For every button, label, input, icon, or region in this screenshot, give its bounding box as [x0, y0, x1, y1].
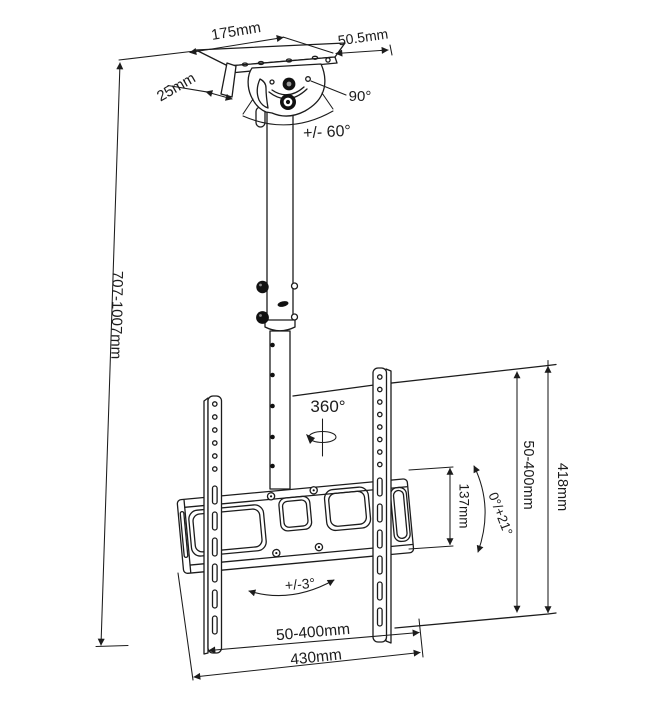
pole-clamp-collar [265, 320, 295, 331]
label-plate-width: 175mm [210, 18, 263, 45]
rotation-arrowhead-icon [306, 434, 315, 444]
right-rail-face [373, 368, 387, 642]
label-level-adjust: +/-3° [284, 574, 316, 594]
label-vesa-height: 50-400mm [520, 440, 536, 510]
label-swivel-angle: 90° [348, 88, 372, 105]
pole-adjust-hole [270, 404, 275, 409]
dim-drop-height [96, 51, 195, 647]
joint-bolt-upper-center [287, 82, 292, 87]
plate-side-lip [221, 63, 236, 97]
label-plate-depth: 50.5mm [336, 25, 390, 49]
label-crossbar-height: 137mm [456, 483, 472, 529]
label-crossbar-width: 430mm [289, 646, 343, 669]
dim-level-adjust [249, 575, 334, 596]
rotation-indicator [306, 397, 346, 456]
clamp-knob [256, 311, 269, 324]
dim-plate-depth [336, 26, 392, 55]
label-screen-tilt: 0°/+21° [485, 490, 516, 538]
telescopic-pole [256, 106, 298, 489]
left-vesa-rail [204, 396, 222, 654]
annotations [96, 19, 570, 680]
label-pole-rotation: 360° [310, 397, 346, 416]
pole-adjust-hole [270, 464, 275, 469]
label-vesa-width: 50-400mm [275, 620, 351, 645]
dim-plate-side-offset [154, 70, 232, 106]
joint-pin-hole [270, 80, 274, 84]
pole-adjust-hole [270, 373, 275, 378]
right-vesa-rail [373, 368, 391, 643]
collar-lug [292, 283, 298, 289]
clamp-knob [256, 281, 268, 293]
label-rail-length: 418mm [554, 462, 570, 512]
collar-lug [292, 314, 298, 320]
dim-rail-length [548, 367, 570, 613]
swivel-joint [248, 64, 325, 116]
label-drop-height: 707-1007mm [107, 270, 126, 360]
pole-adjust-hole [270, 343, 275, 348]
knob-highlight [259, 284, 262, 287]
joint-bolt-lower-center [286, 100, 290, 104]
label-plate-side-offset: 25mm [153, 69, 199, 106]
left-rail-face [208, 396, 222, 653]
label-joint-tilt: +/- 60° [302, 122, 352, 143]
pole-upper-tube [267, 106, 293, 322]
dim-vesa-height [517, 372, 536, 612]
joint-swivel-hole [306, 77, 311, 82]
knob-highlight [259, 314, 262, 317]
dim-screen-tilt [474, 466, 516, 552]
pole-adjust-hole [270, 435, 275, 440]
dim-crossbar-height [409, 467, 472, 549]
